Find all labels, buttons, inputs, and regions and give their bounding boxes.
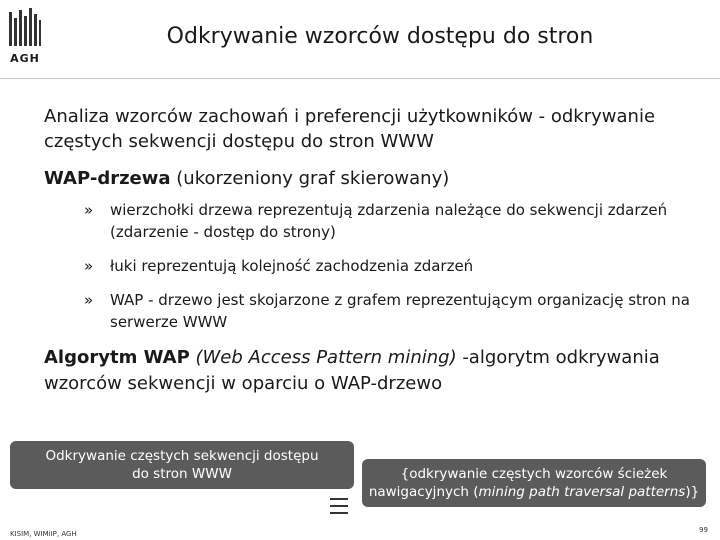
list-item-text: wierzchołki drzewa reprezentują zdarzenia należące do sekwencji zdarzeń (zdarzenie - dostęp do strony) — [110, 201, 668, 241]
list-item — [44, 289, 704, 333]
footer-institution: KISIM, WIMiIP, AGH — [10, 530, 77, 538]
paragraph-wap-trees — [44, 166, 704, 191]
bullet-icon: » — [84, 291, 94, 309]
wap-trees-desc: (ukorzeniony graf skierowany) — [170, 168, 450, 189]
bullet-icon: » — [84, 257, 94, 275]
page-title: Odkrywanie wzorców dostępu do stron — [166, 24, 594, 49]
box2-line2-end: )} — [685, 484, 700, 500]
box-frequent-sequences — [10, 441, 354, 489]
paragraph-wap-algorithm — [44, 345, 704, 397]
box2-line2-start: nawigacyjnych ( — [368, 484, 479, 500]
title-divider — [0, 78, 720, 79]
box1-line1: Odkrywanie częstych sekwencji dostępu — [45, 448, 319, 464]
list-item-text: WAP - drzewo jest skojarzone z grafem reprezentującym organizację stron na serwerze WWW — [110, 291, 690, 331]
agh-logo-icon — [8, 8, 42, 50]
box1-line2: do stron WWW — [132, 466, 232, 482]
box2-line2 — [369, 483, 699, 501]
algorithm-full-name: (Web Access Pattern mining) — [189, 347, 457, 368]
equivalence-icon — [330, 498, 348, 514]
box-path-traversal — [362, 459, 706, 507]
algorithm-term: Algorytm WAP — [44, 347, 190, 368]
box2-line1: {odkrywanie częstych wzorców ścieżek — [400, 466, 668, 482]
list-item — [44, 255, 704, 277]
list-item-text: łuki reprezentują kolejność zachodzenia zdarzeń — [110, 257, 474, 275]
page-number: 99 — [699, 526, 708, 534]
bullet-icon: » — [84, 201, 94, 219]
bullet-list — [44, 199, 704, 333]
list-item — [44, 199, 704, 243]
box2-line2-italic: mining path traversal patterns — [478, 484, 686, 500]
wap-trees-term: WAP-drzewa — [44, 168, 171, 189]
logo-text: AGH — [10, 52, 40, 65]
paragraph-analysis: Analiza wzorców zachowań i preferencji użytkowników - odkrywanie częstych sekwencji dostępu do stron WWW — [44, 106, 656, 152]
agh-logo — [8, 8, 42, 68]
algorithm-desc: -algorytm odkrywania wzorców sekwencji w oparciu o WAP-drzewo — [44, 347, 660, 394]
slide-body — [44, 104, 704, 397]
